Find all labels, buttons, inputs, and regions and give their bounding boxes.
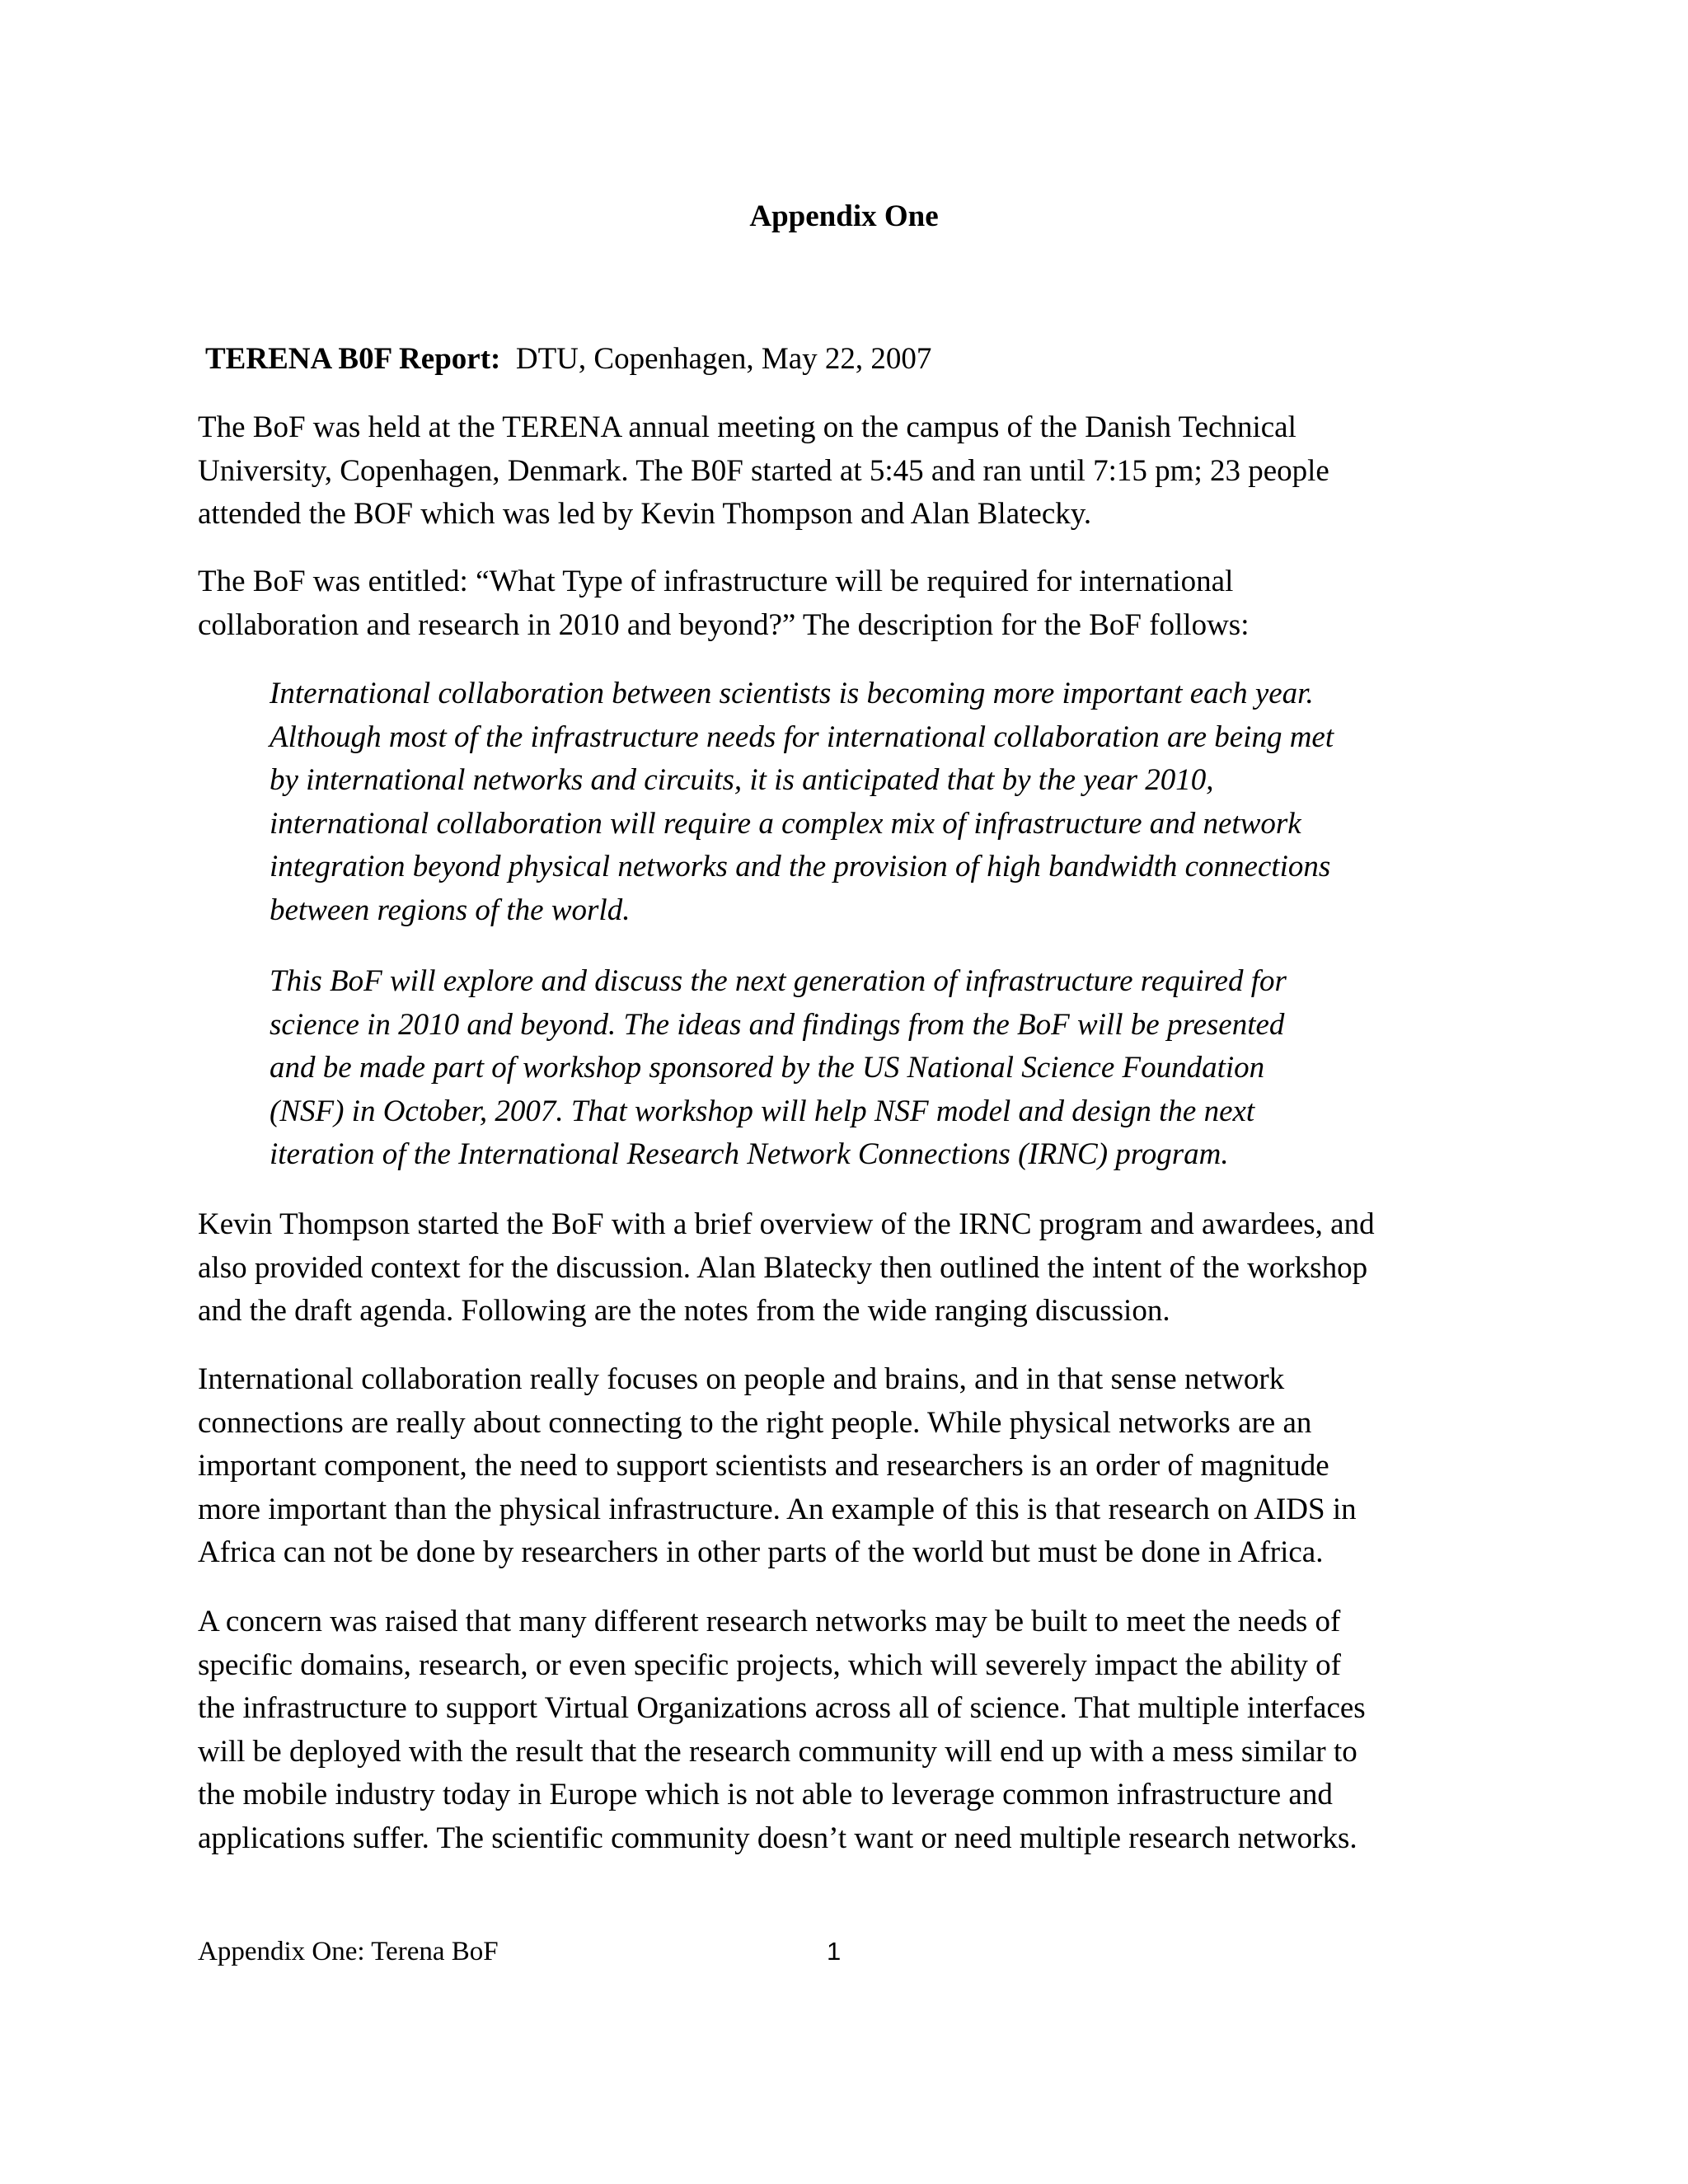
quote-description-1 bbox=[270, 673, 1334, 932]
paragraph-people-brains bbox=[198, 1358, 1357, 1575]
text-line: This BoF will explore and discuss the next generation of infrastructure required for bbox=[270, 964, 1287, 998]
text-line: Africa can not be done by researchers in other parts of the world but must be done in Africa. bbox=[198, 1535, 1324, 1569]
report-label: TERENA B0F Report: bbox=[205, 342, 501, 376]
text-line: specific domains, research, or even specific projects, which will severely impact the ability of bbox=[198, 1647, 1341, 1682]
text-line: integration beyond physical networks and the provision of high bandwidth connections bbox=[270, 850, 1331, 883]
paragraph-bof-title bbox=[198, 560, 1249, 647]
text-line: International collaboration really focuses on people and brains, and in that sense network bbox=[198, 1362, 1285, 1396]
page-title: Appendix One bbox=[749, 199, 939, 233]
text-line: Although most of the infrastructure needs for international collaboration are being met bbox=[270, 719, 1334, 754]
text-line: applications suffer. The scientific community doesn’t want or need multiple research networks. bbox=[198, 1821, 1357, 1855]
text-line: (NSF) in October, 2007. That workshop will help NSF model and design the next bbox=[270, 1094, 1255, 1128]
text-line: connections are really about connecting to the right people. While physical networks are an bbox=[198, 1405, 1312, 1440]
text-line: The BoF was held at the TERENA annual meeting on the campus of the Danish Technical bbox=[198, 410, 1296, 444]
text-line: important component, the need to support scientists and researchers is an order of magnitude bbox=[198, 1449, 1329, 1483]
page-number: 1 bbox=[827, 1937, 842, 1966]
text-line: University, Copenhagen, Denmark. The B0F started at 5:45 and ran until 7:15 pm; 23 people bbox=[198, 453, 1329, 488]
text-line: and be made part of workshop sponsored by the US National Science Foundation bbox=[270, 1051, 1265, 1085]
text-line: International collaboration between scientists is becoming more important each year. bbox=[270, 677, 1314, 710]
text-line: the mobile industry today in Europe which is not able to leverage common infrastructure and bbox=[198, 1778, 1333, 1811]
text-line: The BoF was entitled: “What Type of infrastructure will be required for international bbox=[198, 565, 1234, 598]
text-line: more important than the physical infrastructure. An example of this is that research on AIDS in bbox=[198, 1492, 1357, 1526]
text-line: and the draft agenda. Following are the notes from the wide ranging discussion. bbox=[198, 1294, 1170, 1328]
text-line: science in 2010 and beyond. The ideas and findings from the BoF will be presented bbox=[270, 1007, 1285, 1042]
text-line: international collaboration will require a complex mix of infrastructure and network bbox=[270, 806, 1301, 841]
text-line: also provided context for the discussion. Alan Blatecky then outlined the intent of the workshop bbox=[198, 1250, 1368, 1285]
paragraph-concern bbox=[198, 1601, 1366, 1860]
footer-title: Appendix One: Terena BoF bbox=[198, 1937, 499, 1966]
text-line: A concern was raised that many different research networks may be built to meet the needs of bbox=[198, 1605, 1341, 1638]
text-line: the infrastructure to support Virtual Organizations across all of science. That multiple interfaces bbox=[198, 1691, 1366, 1725]
quote-description-2 bbox=[270, 960, 1287, 1177]
text-line: collaboration and research in 2010 and beyond?” The description for the BoF follows: bbox=[198, 607, 1250, 642]
text-line: Kevin Thompson started the BoF with a brief overview of the IRNC program and awardees, and bbox=[198, 1207, 1375, 1241]
report-details: DTU, Copenhagen, May 22, 2007 bbox=[515, 342, 932, 376]
text-line: between regions of the world. bbox=[270, 893, 631, 927]
text-line: iteration of the International Research Network Connections (IRNC) program. bbox=[270, 1137, 1229, 1171]
text-line: will be deployed with the result that the research community will end up with a mess similar to bbox=[198, 1734, 1357, 1769]
text-line: by international networks and circuits, it is anticipated that by the year 2010, bbox=[270, 763, 1214, 797]
paragraph-meeting-info bbox=[198, 406, 1329, 537]
paragraph-overview bbox=[198, 1203, 1375, 1333]
text-line: attended the BOF which was led by Kevin Thompson and Alan Blatecky. bbox=[198, 497, 1092, 531]
report-heading bbox=[205, 338, 931, 381]
